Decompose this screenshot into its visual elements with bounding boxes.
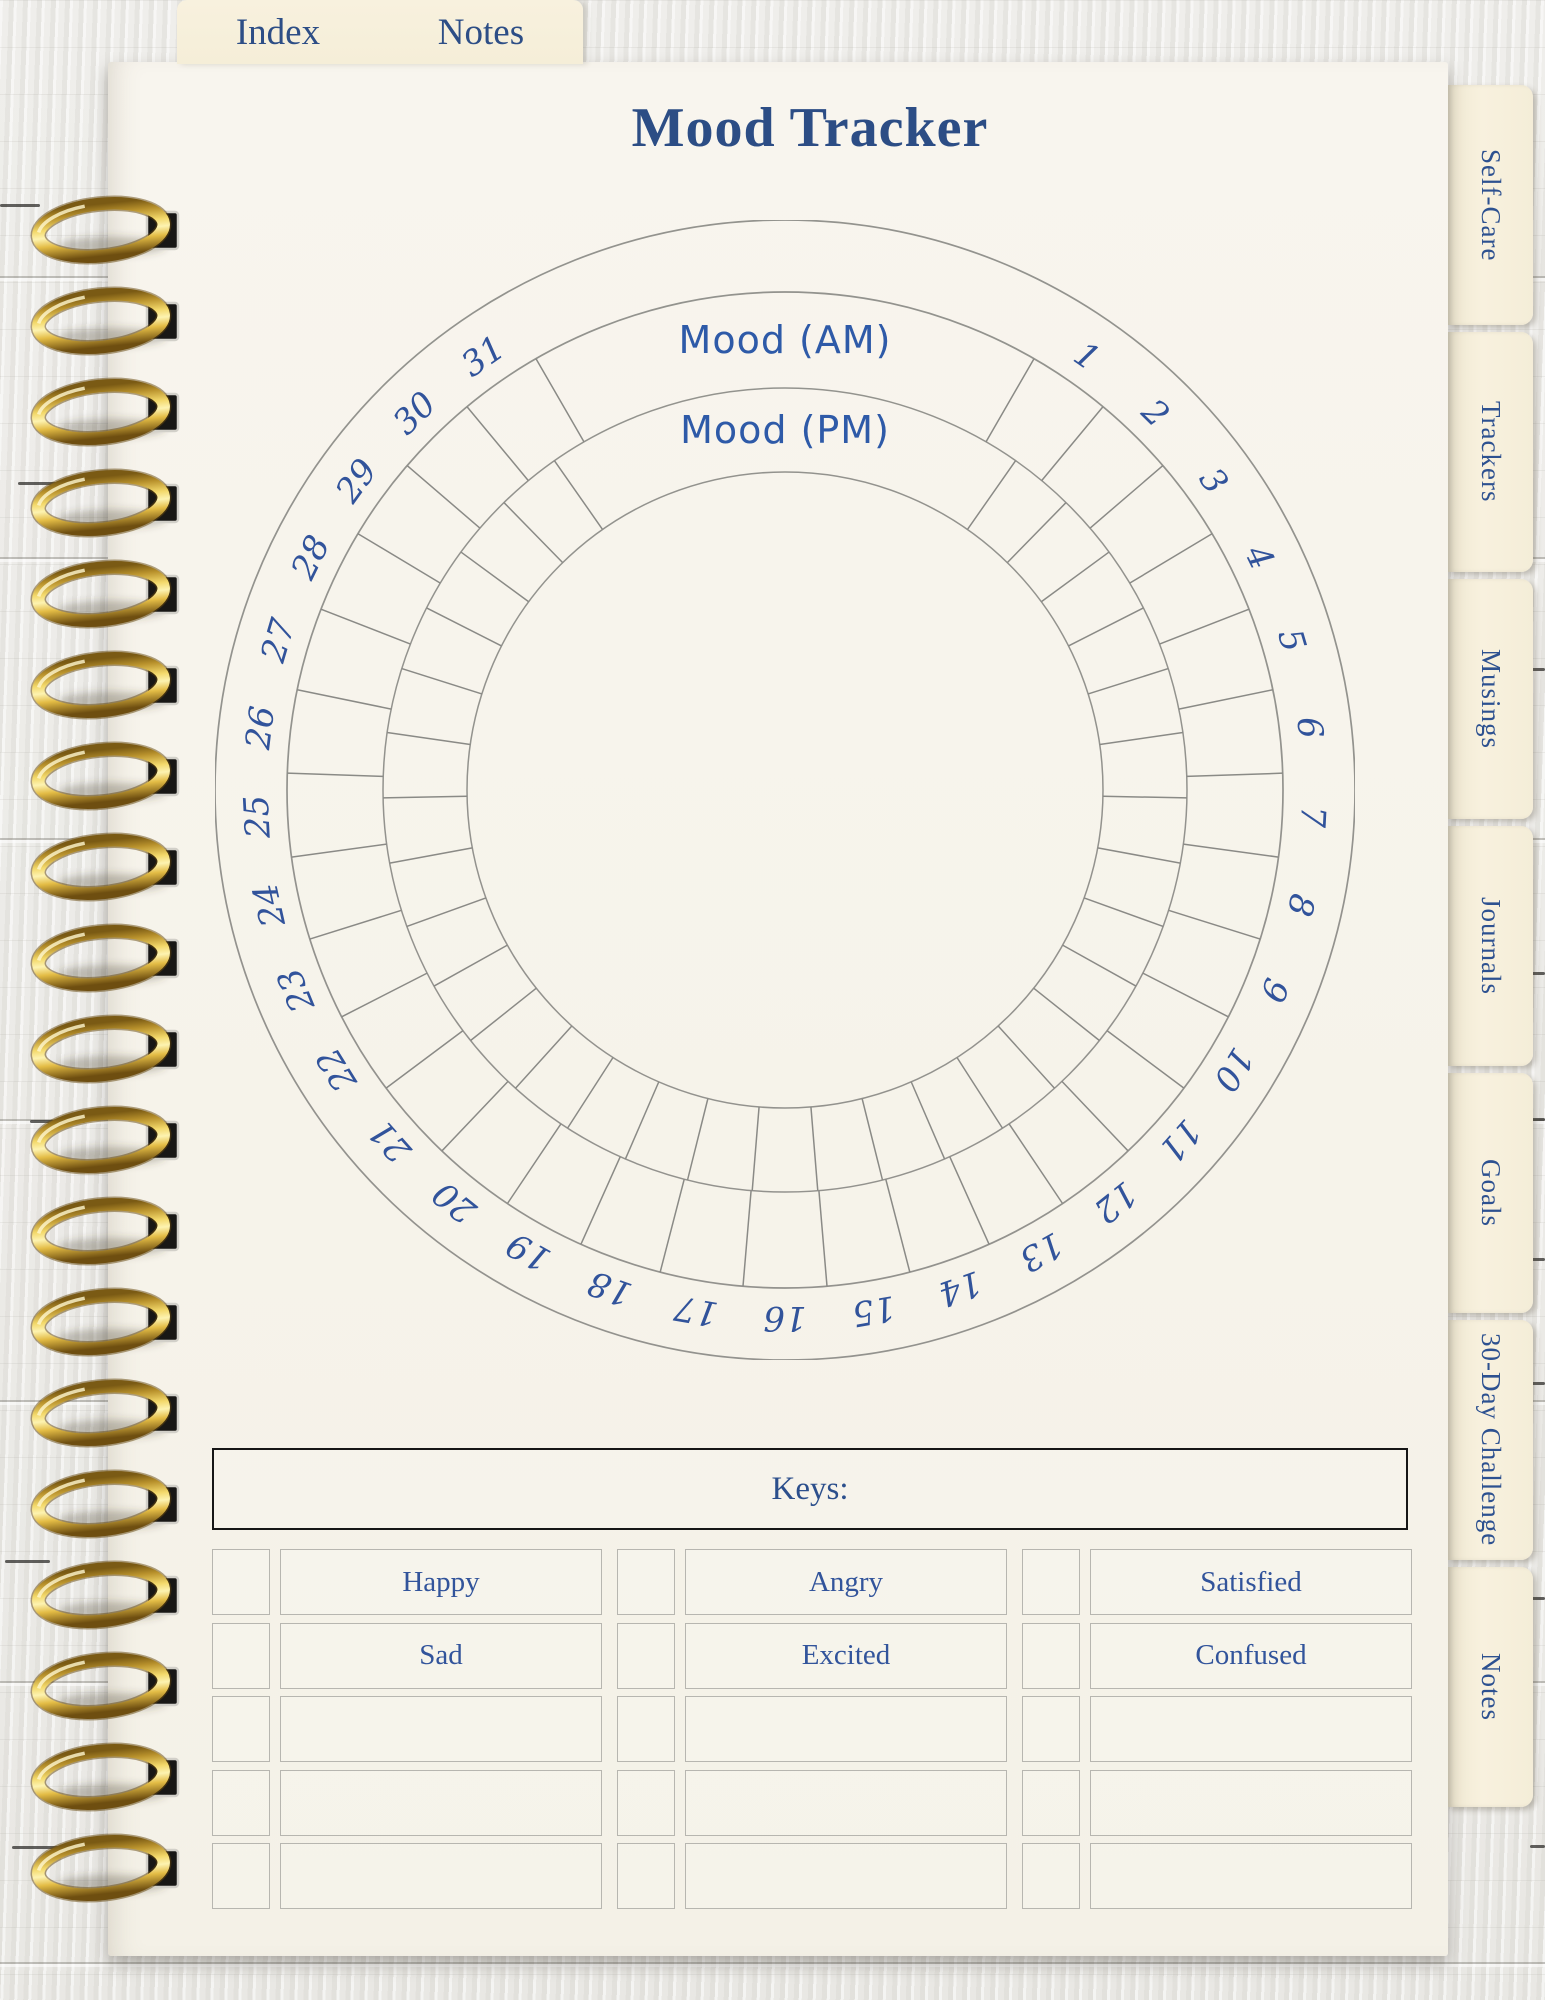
key-color-box-r4c1[interactable] (212, 1770, 270, 1836)
wood-plank-gap (30, 1120, 85, 1123)
key-label-excited (685, 1623, 1007, 1689)
side-tab-label: Journals (1476, 897, 1506, 995)
side-tab-label: Musings (1476, 648, 1506, 750)
am-ring-label: Mood (AM) (678, 318, 892, 362)
page-title: Mood Tracker (631, 97, 989, 159)
day-number-22: 22 (308, 1040, 366, 1099)
am-ring-dividers (287, 359, 1282, 1287)
key-label-empty-r5c2[interactable] (685, 1843, 1007, 1909)
key-label-empty-r5c3[interactable] (1090, 1843, 1412, 1909)
day-number-23: 23 (269, 962, 324, 1018)
day-number-5: 5 (1269, 624, 1314, 657)
side-tab-label: Goals (1476, 1159, 1506, 1227)
tab-index[interactable]: Index (235, 11, 321, 53)
day-number-6: 6 (1288, 714, 1331, 741)
key-color-box-r1c1[interactable] (212, 1549, 270, 1615)
wood-plank-gap (0, 204, 40, 207)
day-number-7: 7 (1291, 804, 1333, 829)
day-number-14: 14 (932, 1262, 988, 1315)
day-number-18: 18 (582, 1262, 638, 1315)
key-label-empty-r4c1[interactable] (280, 1770, 602, 1836)
key-label-text: Excited (801, 1639, 891, 1672)
side-tab-notes[interactable] (1448, 1567, 1533, 1807)
key-color-box-r3c1[interactable] (212, 1696, 270, 1762)
wheel-circle-2 (383, 388, 1187, 1192)
key-label-empty-r5c1[interactable] (280, 1843, 602, 1909)
wood-plank-gap (1530, 1845, 1545, 1848)
day-number-12: 12 (1085, 1172, 1145, 1232)
pm-ring-label: Mood (PM) (680, 408, 890, 452)
key-label-empty-r3c1[interactable] (280, 1696, 602, 1762)
day-number-10: 10 (1204, 1040, 1262, 1099)
day-number-28: 28 (283, 529, 339, 586)
side-tab-journals[interactable] (1448, 826, 1533, 1066)
wheel-circle-0 (215, 220, 1355, 1360)
wood-plank-gap (5, 1560, 50, 1563)
key-color-box-r2c2[interactable] (617, 1623, 675, 1689)
day-number-27: 27 (253, 614, 304, 667)
side-tab-label: 30-Day Challenge (1476, 1333, 1506, 1547)
pm-ring-dividers (383, 461, 1187, 1191)
day-number-19: 19 (500, 1223, 558, 1280)
key-color-box-r1c3[interactable] (1022, 1549, 1080, 1615)
side-tab-label: Self-Care (1476, 148, 1506, 262)
day-number-16: 16 (763, 1297, 807, 1339)
key-color-box-r1c2[interactable] (617, 1549, 675, 1615)
day-number-3: 3 (1190, 460, 1236, 502)
key-label-text: Satisfied (1200, 1565, 1302, 1598)
key-color-box-r5c3[interactable] (1022, 1843, 1080, 1909)
side-tab-label: Trackers (1476, 401, 1506, 503)
side-tab-self-care[interactable] (1448, 85, 1533, 325)
side-tab-musings[interactable] (1448, 579, 1533, 819)
wood-plank-gap (12, 1846, 62, 1849)
day-number-25: 25 (236, 794, 279, 840)
day-number-13: 13 (1012, 1223, 1070, 1280)
day-number-2: 2 (1133, 391, 1177, 436)
key-color-box-r5c2[interactable] (617, 1843, 675, 1909)
day-number-24: 24 (245, 879, 294, 931)
key-color-box-r5c1[interactable] (212, 1843, 270, 1909)
side-tab-goals[interactable] (1448, 1073, 1533, 1313)
key-color-box-r4c3[interactable] (1022, 1770, 1080, 1836)
day-number-21: 21 (360, 1111, 420, 1171)
key-label-text: Angry (808, 1565, 884, 1598)
day-number-31: 31 (454, 327, 513, 386)
day-number-1: 1 (1066, 334, 1107, 380)
day-number-4: 4 (1236, 538, 1282, 577)
key-color-box-r2c1[interactable] (212, 1623, 270, 1689)
key-label-empty-r4c3[interactable] (1090, 1770, 1412, 1836)
day-number-15: 15 (849, 1287, 899, 1334)
day-number-26: 26 (238, 703, 284, 752)
day-number-20: 20 (425, 1172, 485, 1232)
key-label-empty-r4c2[interactable] (685, 1770, 1007, 1836)
key-label-happy (280, 1549, 602, 1615)
key-label-text: Sad (419, 1639, 463, 1672)
side-tab-30-day-challenge[interactable] (1448, 1320, 1533, 1560)
key-label-empty-r3c3[interactable] (1090, 1696, 1412, 1762)
key-label-empty-r3c2[interactable] (685, 1696, 1007, 1762)
key-color-box-r4c2[interactable] (617, 1770, 675, 1836)
key-label-text: Happy (402, 1565, 480, 1598)
day-number-8: 8 (1278, 890, 1323, 920)
day-number-30: 30 (385, 384, 445, 443)
wood-plank-gap (18, 482, 78, 485)
key-color-box-r2c3[interactable] (1022, 1623, 1080, 1689)
top-tab-bar (177, 0, 583, 64)
key-color-box-r3c3[interactable] (1022, 1696, 1080, 1762)
key-label-confused (1090, 1623, 1412, 1689)
key-label-sad (280, 1623, 602, 1689)
key-label-text: Confused (1195, 1639, 1307, 1672)
side-tab-trackers[interactable] (1448, 332, 1533, 572)
side-tab-label: Notes (1476, 1653, 1506, 1721)
day-number-17: 17 (671, 1287, 721, 1334)
day-numbers (237, 328, 1333, 1338)
key-color-box-r3c2[interactable] (617, 1696, 675, 1762)
keys-header-label: Keys: (771, 1470, 849, 1507)
key-label-angry (685, 1549, 1007, 1615)
wheel-circle-3 (467, 472, 1103, 1108)
day-number-11: 11 (1150, 1111, 1210, 1171)
mood-wheel[interactable] (215, 220, 1355, 1360)
tab-notes-top[interactable]: Notes (437, 11, 525, 53)
day-number-9: 9 (1251, 972, 1297, 1008)
keys-header-box (212, 1448, 1408, 1530)
key-label-satisfied (1090, 1549, 1412, 1615)
day-number-29: 29 (327, 451, 386, 511)
